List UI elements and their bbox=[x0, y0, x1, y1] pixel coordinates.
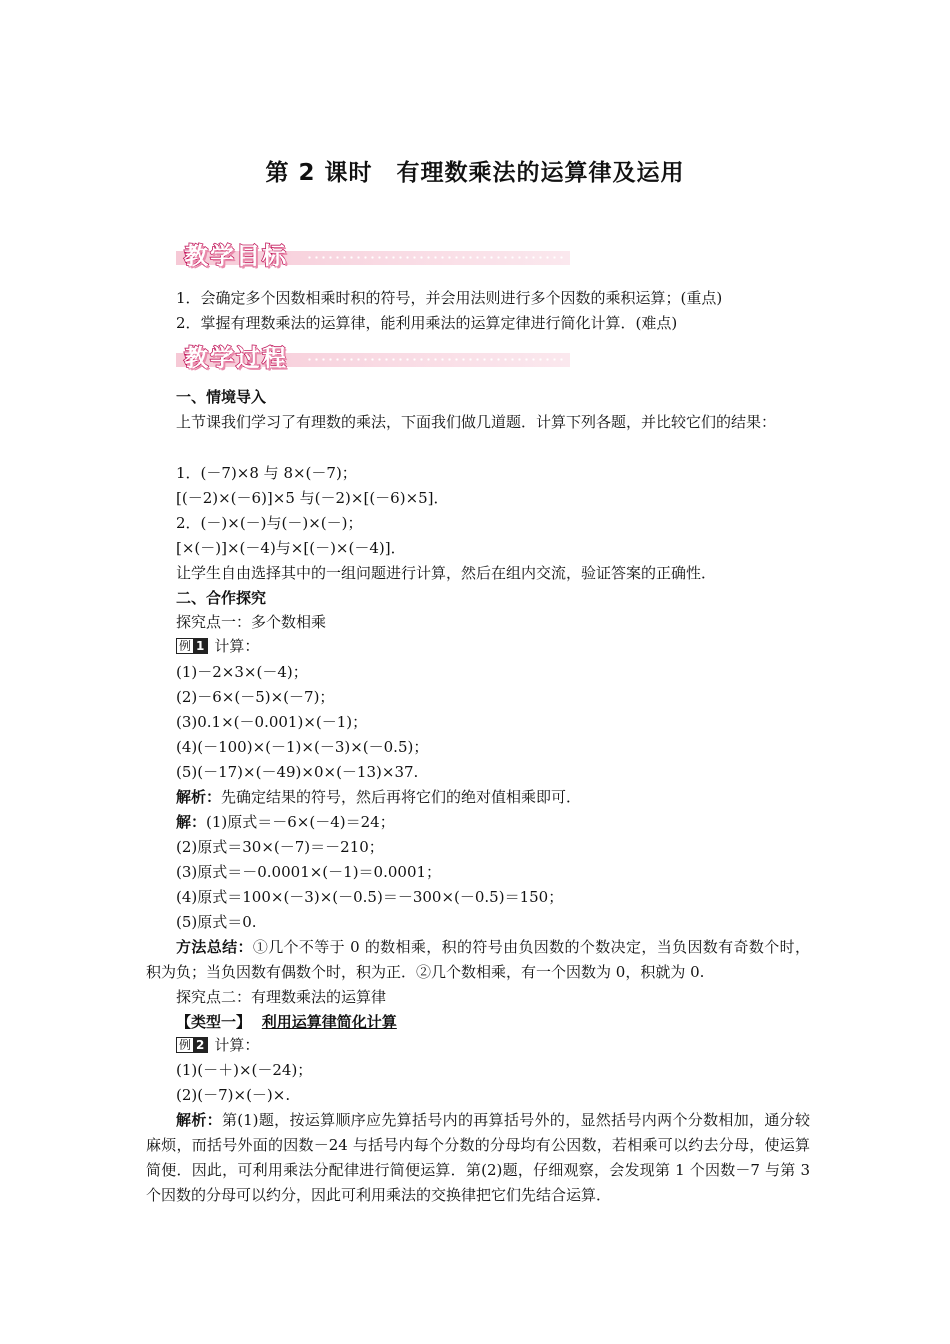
example-item: (2)(－7)×(－)×. bbox=[176, 1086, 291, 1104]
explore-point: 探究点二：有理数乘法的运算律 bbox=[176, 988, 387, 1006]
example-item: (4)(－100)×(－1)×(－3)×(－0.5)； bbox=[176, 738, 429, 756]
exercise-line: [(－2)×(－6)]×5 与(－2)×[(－6)×5]． bbox=[176, 489, 449, 507]
exercise-line: [×(－)]×(－4)与×[(－)×(－4)]． bbox=[176, 539, 406, 557]
banner-dots bbox=[306, 256, 566, 259]
example-2-prompt: 例 2 计算： bbox=[176, 1035, 259, 1055]
exercise-line: 让学生自由选择其中的一组问题进行计算，然后在组内交流，验证答案的正确性． bbox=[176, 564, 717, 582]
banner-dots bbox=[306, 358, 566, 361]
page-title: 第 2 课时 有理数乘法的运算律及运用 bbox=[265, 160, 685, 186]
example-item: (5)(－17)×(－49)×0×(－13)×37. bbox=[176, 763, 419, 781]
banner-label: 教学过程 bbox=[184, 344, 288, 372]
solution-line: (2)原式＝30×(－7)＝－210； bbox=[176, 838, 384, 856]
solution-line: (5)原式＝0. bbox=[176, 913, 257, 931]
example-item: (2)－6×(－5)×(－7)； bbox=[176, 688, 335, 706]
analysis-line: 解析：先确定结果的符号，然后再将它们的绝对值相乘即可． bbox=[176, 788, 582, 806]
objectives-banner bbox=[176, 236, 570, 270]
analysis-paragraph: 解析：第(1)题，按运算顺序应先算括号内的再算括号外的，显然括号内两个分数相加，通分较麻烦，而括号外面的因数－24 与括号内每个分数的分母均有公因数，若相乘可以约去分母，使运算简便．因此，可利用乘法分配律进行简便运算．第(2)题，仔细观察，会发现第 1 个因数－7 与第 3 个因数的分母可以约分，因此可利用乘法的交换律把它们先结合运算． bbox=[146, 1111, 810, 1204]
section-heading: 二、合作探究 bbox=[176, 589, 267, 607]
process-banner bbox=[176, 338, 570, 372]
intro-paragraph: 上节课我们学习了有理数的乘法，下面我们做几道题．计算下列各题，并比较它们的结果： bbox=[176, 413, 777, 431]
example-item: (1)(－＋)×(－24)； bbox=[176, 1061, 313, 1079]
explore-point: 探究点一：多个数相乘 bbox=[176, 613, 327, 631]
type-heading: 【类型一】 利用运算律简化计算 bbox=[176, 1013, 397, 1031]
exercise-line: 2．(－)×(－)与(－)×(－)； bbox=[176, 514, 363, 532]
example-item: (3)0.1×(－0.001)×(－1)； bbox=[176, 713, 368, 731]
section-heading: 一、情境导入 bbox=[176, 388, 267, 406]
solution-line: (3)原式＝－0.0001×(－1)＝0.0001； bbox=[176, 863, 442, 881]
solution-line: (4)原式＝100×(－3)×(－0.5)＝－300×(－0.5)＝150； bbox=[176, 888, 564, 906]
exercise-line: 1．(－7)×8 与 8×(－7)； bbox=[176, 464, 357, 482]
banner-label: 教学目标 bbox=[184, 242, 288, 270]
solution-line: 解：(1)原式＝－6×(－4)＝24； bbox=[176, 813, 395, 831]
method-summary: 方法总结：①几个不等于 0 的数相乘，积的符号由负因数的个数决定，当负因数有奇数个时，积为负；当负因数有偶数个时，积为正．②几个数相乘，有一个因数为 0，积就为 0. bbox=[146, 938, 810, 981]
objective-item: 1．会确定多个因数相乘时积的符号，并会用法则进行多个因数的乘积运算；(重点) bbox=[176, 289, 723, 307]
example-item: (1)－2×3×(－4)； bbox=[176, 663, 308, 681]
example-badge: 例 1 bbox=[176, 638, 208, 654]
example-badge: 例 2 bbox=[176, 1037, 208, 1053]
objective-item: 2．掌握有理数乘法的运算律，能利用乘法的运算定律进行简化计算．(难点) bbox=[176, 314, 678, 332]
example-1-prompt: 例 1 计算： bbox=[176, 636, 259, 656]
